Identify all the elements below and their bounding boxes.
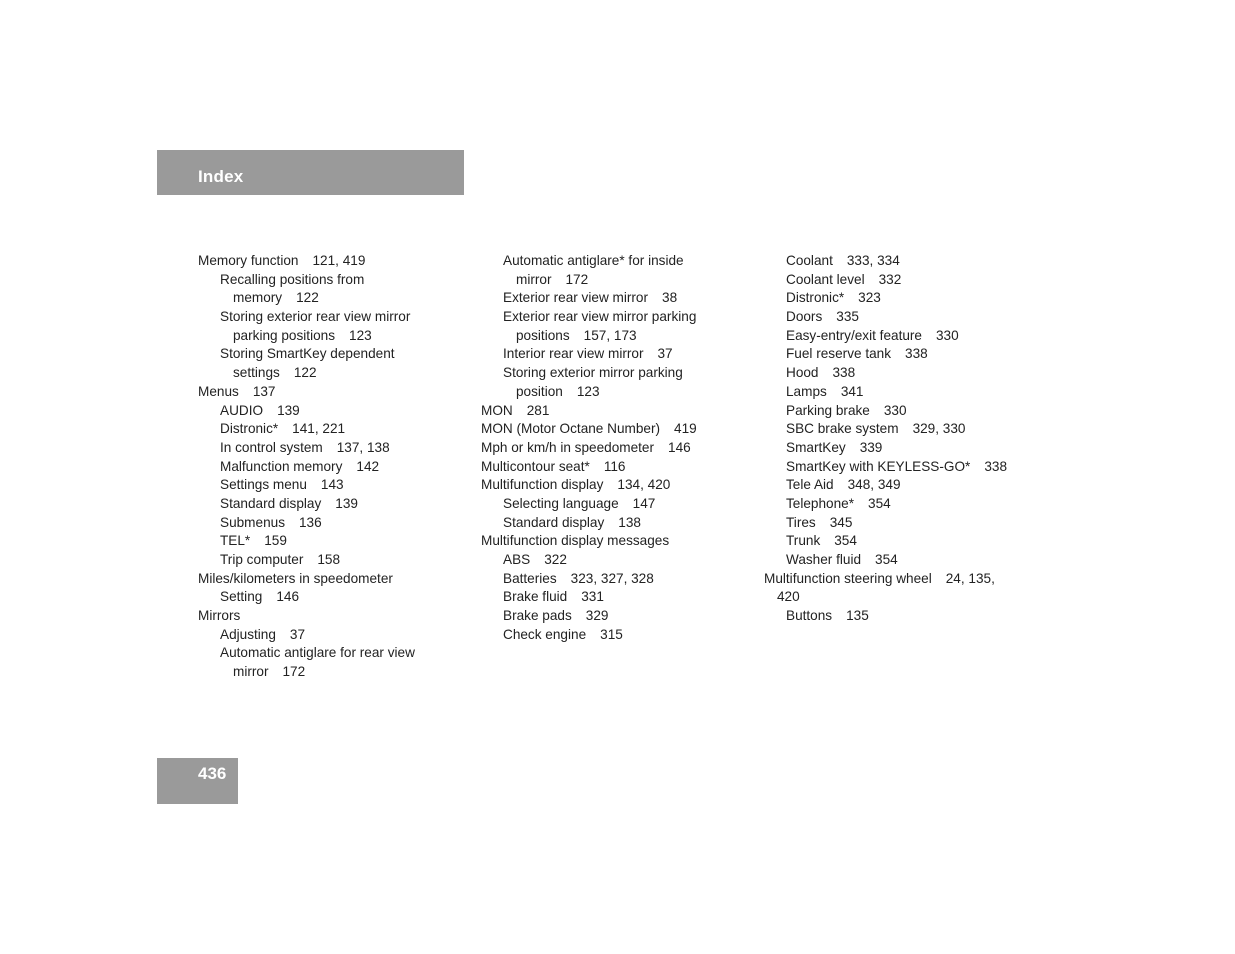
index-entry-term: Multicontour seat* [481, 458, 590, 474]
index-entry [198, 402, 415, 421]
index-entry [198, 476, 415, 495]
index-entry [198, 252, 415, 271]
index-entry-term: Brake pads [503, 608, 572, 624]
index-entry [481, 532, 697, 551]
index-entry-page-ref: 122 [296, 290, 319, 306]
index-entry-term: Recalling positions from [220, 271, 365, 287]
index-entry [481, 476, 697, 495]
index-entry-term: Storing exterior mirror parking [503, 365, 683, 381]
index-entry [481, 345, 697, 364]
index-entry [198, 327, 415, 346]
index-entry-page-ref: 143 [320, 477, 344, 493]
index-entry-term: Brake fluid [503, 589, 568, 605]
index-entry [481, 271, 697, 290]
index-entry-page-ref: 138 [618, 514, 641, 530]
index-entry-term: Memory function [198, 253, 299, 268]
index-entry-page-ref: 341 [840, 383, 864, 399]
index-entry-term: parking positions [233, 327, 336, 343]
index-entry [198, 289, 415, 308]
index-entry-page-ref: 335 [836, 309, 859, 325]
index-entry [198, 514, 415, 533]
index-entry [481, 514, 697, 533]
index-entry-term: positions [516, 327, 570, 343]
index-entry [764, 532, 1007, 551]
index-entry-page-ref: 333, 334 [846, 253, 900, 268]
index-entry [764, 495, 1007, 514]
index-entry-term: settings [233, 365, 280, 381]
index-entry [481, 570, 697, 589]
index-entry-term: Standard display [503, 514, 605, 530]
index-entry [481, 364, 697, 383]
index-entry-term: Adjusting [220, 626, 276, 642]
index-entry-term: Settings menu [220, 477, 307, 493]
index-entry-page-ref: 24, 135, [945, 570, 995, 586]
index-entry-term: Easy-entry/exit feature [786, 327, 922, 343]
index-entry [764, 458, 1007, 477]
index-entry-term: mirror [233, 664, 269, 680]
index-entry-page-ref: 332 [878, 271, 902, 287]
index-entry [198, 271, 415, 290]
index-entry [481, 252, 697, 271]
index-column-1 [198, 252, 415, 682]
index-entry [198, 532, 415, 551]
index-entry [481, 626, 697, 645]
index-entry-page-ref: 141, 221 [292, 421, 346, 437]
index-entry-page-ref: 135 [846, 608, 869, 624]
index-entry [481, 289, 697, 308]
index-entry [481, 327, 697, 346]
index-entry [764, 364, 1007, 383]
index-entry-term: Automatic antiglare* for inside [503, 253, 684, 268]
index-entry-term: Miles/kilometers in speedometer [198, 570, 393, 586]
index-entry-page-ref: 134, 420 [617, 477, 671, 493]
index-entry-page-ref: 158 [317, 552, 341, 567]
index-entry-page-ref: 139 [335, 495, 358, 511]
index-entry [764, 420, 1007, 439]
index-entry-page-ref: 172 [282, 664, 306, 680]
index-entry-term: Standard display [220, 495, 322, 511]
index-entry-term: Hood [786, 365, 819, 381]
index-entry [764, 607, 1007, 626]
index-entry-page-ref: 137, 138 [336, 439, 390, 455]
index-entry-term: Parking brake [786, 402, 870, 418]
index-entry-term: Trunk [786, 533, 821, 549]
index-entry-page-ref: 281 [526, 402, 550, 418]
index-entry-page-ref: 338 [832, 365, 856, 381]
index-entry-page-ref: 338 [984, 458, 1008, 474]
index-entry-term: Multifunction steering wheel [764, 570, 932, 586]
index-entry-term: MON [481, 402, 513, 418]
index-entry-page-ref: 123 [576, 383, 600, 399]
index-entry-term: Submenus [220, 514, 285, 530]
index-entry-term: Storing SmartKey dependent [220, 346, 395, 362]
index-entry-term: Check engine [503, 626, 587, 642]
index-entry [481, 308, 697, 327]
index-entry-page-ref: 348, 349 [847, 477, 901, 493]
index-entry-term: AUDIO [220, 402, 264, 418]
index-entry-term: Lamps [786, 383, 827, 399]
index-entry-term: Tires [786, 514, 816, 530]
index-entry-term: Doors [786, 309, 823, 325]
index-entry-term: Mirrors [198, 608, 241, 624]
index-entry-term: Trip computer [220, 552, 304, 567]
index-entry-term: Automatic antiglare for rear view [220, 645, 415, 661]
section-header-bar [157, 150, 464, 195]
index-entry [481, 607, 697, 626]
index-entry [764, 551, 1007, 570]
index-entry-term: ABS [503, 552, 531, 567]
index-entry-page-ref: 330 [936, 327, 959, 343]
index-entry-page-ref: 123 [349, 327, 372, 343]
index-entry [764, 570, 1007, 589]
index-entry-term: Coolant level [786, 271, 865, 287]
index-entry [198, 570, 415, 589]
index-entry-term: mirror [516, 271, 552, 287]
index-entry [481, 551, 697, 570]
index-entry [481, 495, 697, 514]
index-entry-term: Fuel reserve tank [786, 346, 892, 362]
index-entry [198, 458, 415, 477]
index-entry-page-ref: 331 [581, 589, 604, 605]
index-entry-term: In control system [220, 439, 323, 455]
index-entry-page-ref: 419 [674, 421, 697, 437]
index-entry-term: Storing exterior rear view mirror [220, 309, 411, 325]
index-entry [198, 663, 415, 682]
index-entry-term: Exterior rear view mirror [503, 290, 649, 306]
index-entry-page-ref: 37 [657, 346, 673, 362]
section-title: Index [198, 167, 244, 186]
index-entry-page-ref: 323, 327, 328 [570, 570, 654, 586]
index-entry-page-ref: 122 [293, 365, 317, 381]
index-entry-page-ref: 146 [276, 589, 300, 605]
index-entry [764, 476, 1007, 495]
index-entry-page-ref: 354 [834, 533, 857, 549]
index-entry [198, 420, 415, 439]
index-entry [198, 364, 415, 383]
index-entry [481, 402, 697, 421]
index-entry-page-ref: 329, 330 [912, 421, 966, 437]
index-entry-term: MON (Motor Octane Number) [481, 421, 661, 437]
index-entry-term: Multifunction display messages [481, 533, 670, 549]
index-entry-term: Telephone* [786, 495, 855, 511]
index-entry [198, 607, 415, 626]
index-entry-page-ref: 157, 173 [583, 327, 637, 343]
index-entry [481, 439, 697, 458]
index-entry-term: Mph or km/h in speedometer [481, 439, 655, 455]
index-entry-term: Menus [198, 383, 239, 399]
index-entry-page-ref: 322 [544, 552, 567, 567]
index-entry-term: Distronic* [786, 290, 845, 306]
index-entry-term: Coolant [786, 253, 833, 268]
index-entry [198, 383, 415, 402]
index-entry-term: Interior rear view mirror [503, 346, 644, 362]
index-entry [764, 402, 1007, 421]
index-entry-page-ref: 345 [829, 514, 853, 530]
index-column-2 [481, 252, 697, 644]
index-entry-page-ref: 338 [905, 346, 928, 362]
index-entry-term: Batteries [503, 570, 557, 586]
index-entry-term: Selecting language [503, 495, 619, 511]
index-entry-term: Distronic* [220, 421, 279, 437]
index-entry-term: memory [233, 290, 283, 306]
index-entry [764, 345, 1007, 364]
index-entry-page-ref: 315 [600, 626, 623, 642]
index-entry [198, 308, 415, 327]
index-entry [481, 588, 697, 607]
index-entry-page-ref: 38 [662, 290, 678, 306]
index-entry [198, 551, 415, 570]
index-entry-page-ref: 339 [859, 439, 883, 455]
index-entry-page-ref: 136 [299, 514, 322, 530]
index-entry-term: SmartKey with KEYLESS-GO* [786, 458, 971, 474]
index-entry-page-ref: 121, 419 [312, 253, 366, 268]
index-entry-page-ref: 354 [875, 552, 898, 567]
index-entry-page-ref: 159 [264, 533, 287, 549]
index-entry [764, 252, 1007, 271]
index-entry-page-ref: 142 [356, 458, 380, 474]
index-entry-term: Tele Aid [786, 477, 834, 493]
index-entry-term: position [516, 383, 563, 399]
index-entry [764, 289, 1007, 308]
index-entry-page-ref: 146 [668, 439, 691, 455]
index-entry [198, 588, 415, 607]
index-entry [764, 327, 1007, 346]
index-entry [198, 439, 415, 458]
index-entry [481, 420, 697, 439]
index-entry-page-ref: 172 [565, 271, 589, 287]
index-entry [764, 271, 1007, 290]
index-entry [764, 308, 1007, 327]
index-entry-term: Buttons [786, 608, 833, 624]
index-entry-page-ref: 116 [603, 458, 626, 474]
index-entry-page-ref: 354 [868, 495, 891, 511]
page-number-tab [157, 758, 238, 804]
index-entry [764, 439, 1007, 458]
index-entry-page-ref: 139 [277, 402, 300, 418]
index-entry-term: SBC brake system [786, 421, 899, 437]
index-entry-page-ref: 137 [252, 383, 276, 399]
index-entry [198, 345, 415, 364]
index-entry-term: Malfunction memory [220, 458, 343, 474]
index-entry-page-ref: 147 [632, 495, 656, 511]
index-entry [764, 588, 1007, 607]
index-entry [764, 514, 1007, 533]
page-number: 436 [198, 764, 227, 783]
index-entry-term: Setting [220, 589, 263, 605]
index-entry-term: TEL* [220, 533, 251, 549]
index-entry-term: Exterior rear view mirror parking [503, 309, 697, 325]
index-entry-page-ref: 330 [883, 402, 907, 418]
index-entry [198, 495, 415, 514]
index-entry-page-ref: 329 [585, 608, 609, 624]
index-entry [198, 644, 415, 663]
index-entry-term: Washer fluid [786, 552, 862, 567]
index-entry-page-ref: 37 [289, 626, 306, 642]
index-column-3 [764, 252, 1007, 626]
index-entry-page-ref: 323 [858, 290, 881, 306]
index-entry-term: Multifunction display [481, 477, 604, 493]
index-entry-term: SmartKey [786, 439, 846, 455]
index-entry [764, 383, 1007, 402]
index-entry [481, 458, 697, 477]
index-entry [481, 383, 697, 402]
index-entry [198, 626, 415, 645]
index-entry-term: 420 [777, 589, 800, 605]
